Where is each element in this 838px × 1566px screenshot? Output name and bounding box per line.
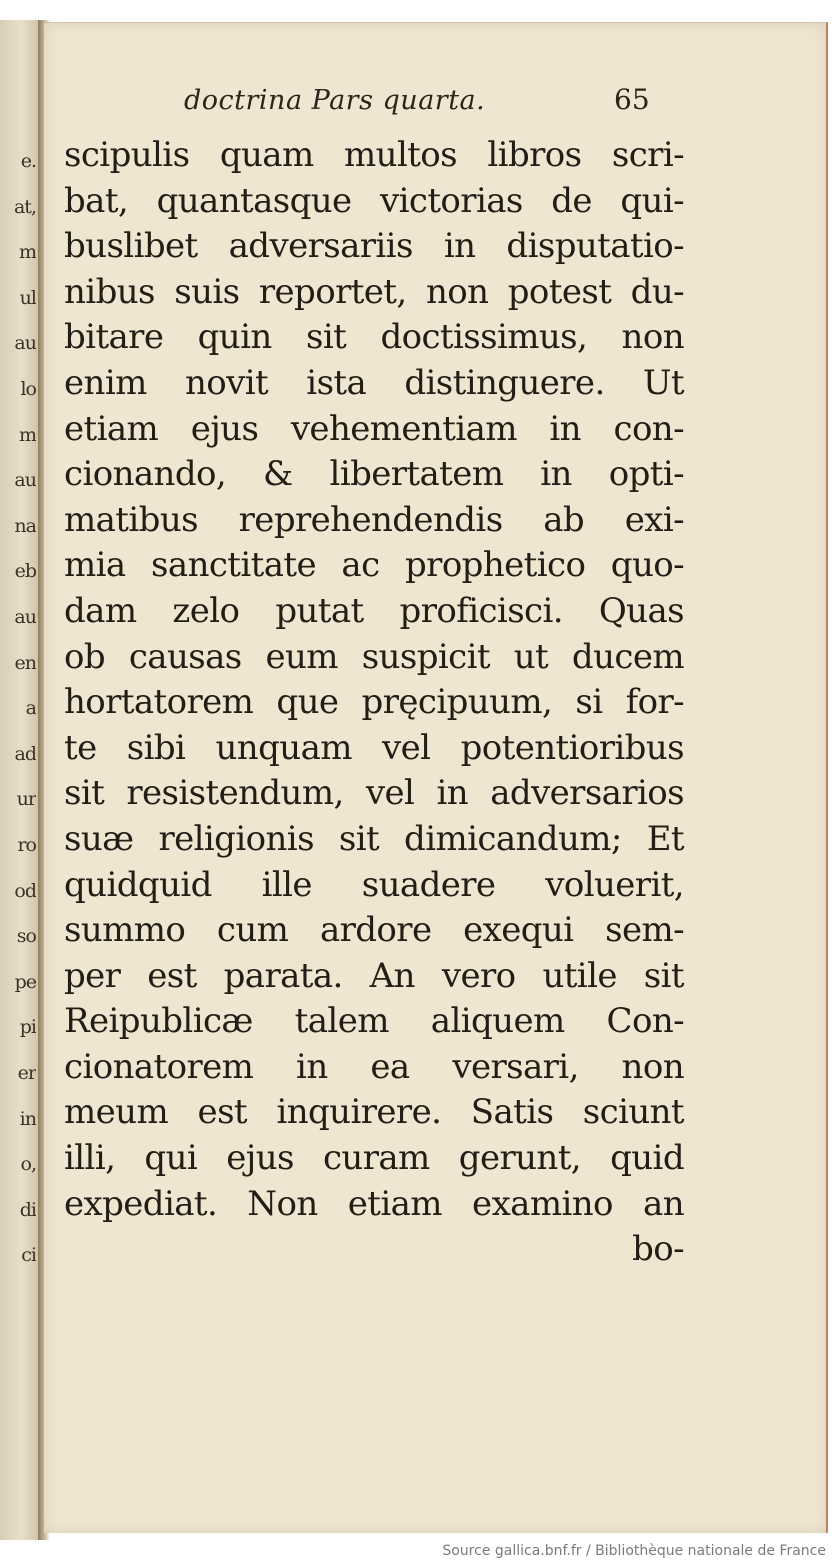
facing-page-fragment: in (19, 1107, 36, 1130)
facing-page-fragment: eb (14, 560, 36, 583)
text-line: per est parata. An vero utile sit (64, 955, 684, 996)
facing-page-fragment: m (18, 241, 36, 264)
facing-page-fragment: en (14, 651, 36, 674)
facing-page-fragment: ci (21, 1244, 36, 1267)
text-line: Reipublicæ talem aliquem Con- (64, 1001, 684, 1042)
facing-page-fragment: od (14, 879, 36, 902)
facing-page-fragment: ul (19, 286, 36, 309)
facing-page-edge (0, 20, 40, 1540)
text-line: ob causas eum suspicit ut ducem (64, 636, 684, 677)
facing-page-fragment: m (18, 423, 36, 446)
facing-page-fragment: so (16, 925, 36, 948)
facing-page-fragment: e. (20, 150, 36, 172)
page-number: 65 (614, 83, 650, 116)
text-line: sit resistendum, vel in adversarios (64, 773, 684, 814)
text-line: mia sanctitate ac prophetico quo- (64, 545, 684, 586)
text-line: meum est inquirere. Satis sciunt (64, 1092, 684, 1133)
text-line: bitare quin sit doctissimus, non (64, 317, 684, 358)
text-line: etiam ejus vehementiam in con- (64, 408, 684, 449)
source-attribution: Source gallica.bnf.fr / Bibliothèque nationale de France (442, 1543, 826, 1559)
body-text (64, 133, 684, 1273)
text-line: expediat. Non etiam examino an (64, 1183, 684, 1224)
facing-page-fragment: ad (14, 742, 36, 765)
running-head: doctrina Pars quarta. (184, 85, 486, 116)
facing-page-fragment: pe (14, 970, 36, 993)
text-line: quidquid ille suadere voluerit, (64, 864, 684, 905)
text-line: illi, qui ejus curam gerunt, quid (64, 1138, 684, 1179)
text-line: scipulis quam multos libros scri- (64, 135, 684, 175)
facing-page-fragment: ur (16, 788, 36, 811)
facing-page-fragment: au (14, 606, 36, 628)
facing-page-fragment: ro (17, 834, 36, 856)
text-line: cionando, & libertatem in opti- (64, 454, 684, 495)
text-line: matibus reprehendendis ab exi- (64, 499, 684, 540)
facing-page-fragment: at, (13, 195, 36, 218)
text-line: cionatorem in ea versari, non (64, 1046, 684, 1087)
text-line: dam zelo putat proficisci. Quas (64, 590, 684, 631)
text-line: nibus suis reportet, non potest du- (64, 271, 684, 312)
facing-page-fragment: di (19, 1198, 36, 1221)
facing-page-fragment: pi (19, 1016, 36, 1039)
text-line: enim novit ista distinguere. Ut (64, 362, 684, 403)
facing-page-fragment: au (14, 332, 36, 355)
footer-bar (0, 1540, 838, 1566)
text-line: suæ religionis sit dimicandum; Et (64, 818, 684, 859)
text-line: hortatorem que pręcipuum, si for- (64, 682, 684, 723)
text-line: te sibi unquam vel potentioribus (64, 727, 684, 768)
text-line: buslibet adversariis in disputatio- (64, 226, 684, 267)
text-line: bat, quantasque victorias de qui- (64, 180, 684, 221)
facing-page-fragment: au (14, 469, 36, 492)
text-line: bo- (632, 1229, 684, 1270)
facing-page-fragment: o, (20, 1153, 36, 1176)
book-page (44, 22, 828, 1533)
facing-page-fragment: na (14, 514, 36, 537)
text-line: summo cum ardore exequi sem- (64, 910, 684, 951)
facing-page-fragment: a (25, 697, 36, 720)
facing-page-fragment: er (17, 1062, 36, 1084)
facing-page-fragment: lo (20, 378, 36, 400)
